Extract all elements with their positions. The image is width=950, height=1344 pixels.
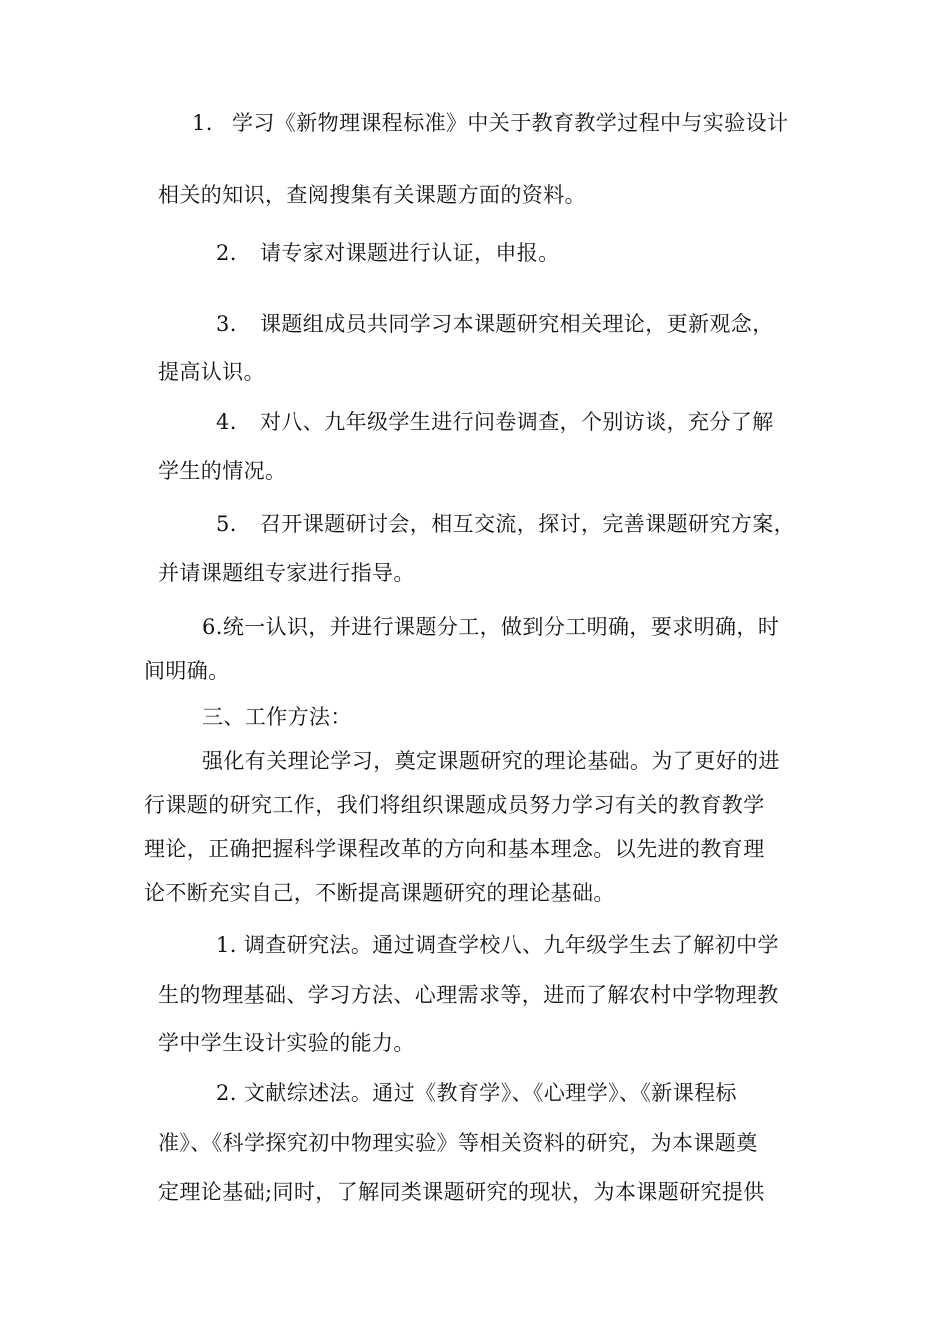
method-2-line-3: 定理论基础;同时，了解同类课题研究的现状，为本课题研究提供	[158, 1180, 765, 1204]
item-3-number: 3.	[216, 312, 237, 336]
item-5-line-1	[216, 509, 795, 539]
item-2-text: 请专家对课题进行认证，申报。	[260, 241, 560, 265]
intro-paragraph-line-3: 理论，正确把握科学课程改革的方向和基本理念。以先进的教育理	[144, 837, 765, 861]
item-2-number: 2.	[216, 241, 237, 265]
method-2-line-2: 准》、《科学探究初中物理实验》等相关资料的研究，为本课题奠	[158, 1131, 758, 1155]
item-1-line-1	[192, 108, 788, 138]
item-4-number: 4.	[216, 410, 237, 434]
intro-paragraph-line-2: 行课题的研究工作，我们将组织课题成员努力学习有关的教育教学	[144, 793, 765, 817]
intro-paragraph-line-1: 强化有关理论学习，奠定课题研究的理论基础。为了更好的进	[202, 749, 780, 773]
item-6-line-1: 6.统一认识，并进行课题分工，做到分工明确，要求明确，时	[202, 615, 780, 639]
item-4-text: 对八、九年级学生进行问卷调查，个别访谈，充分了解	[260, 410, 774, 434]
item-4-line-2: 学生的情况。	[158, 459, 287, 483]
section-heading: 三、工作方法：	[202, 705, 352, 729]
item-5-number: 5.	[216, 512, 237, 536]
item-1-number: 1.	[192, 111, 213, 135]
item-6-line-2: 间明确。	[144, 659, 230, 683]
item-3-line-2: 提高认识。	[158, 360, 265, 384]
method-2-line-1: 2. 文献综述法。通过《教育学》、《心理学》、《新课程标	[216, 1081, 737, 1105]
item-1-text: 学习《新物理课程标准》中关于教育教学过程中与实验设计	[232, 111, 789, 135]
item-3-text: 课题组成员共同学习本课题研究相关理论，更新观念，	[260, 312, 774, 336]
item-5-line-2: 并请课题组专家进行指导。	[158, 561, 415, 585]
item-4-line-1	[216, 407, 774, 437]
item-2-line-1	[216, 238, 560, 268]
item-1-line-2: 相关的知识，查阅搜集有关课题方面的资料。	[158, 183, 586, 207]
item-5-text: 召开课题研讨会，相互交流，探讨，完善课题研究方案，	[260, 512, 795, 536]
item-3-line-1	[216, 309, 774, 339]
method-1-line-2: 生的物理基础、学习方法、心理需求等，进而了解农村中学物理教	[158, 983, 779, 1007]
intro-paragraph-line-4: 论不断充实自己，不断提高课题研究的理论基础。	[144, 881, 615, 905]
method-1-line-3: 学中学生设计实验的能力。	[158, 1031, 415, 1055]
method-1-line-1: 1. 调查研究法。通过调查学校八、九年级学生去了解初中学	[216, 933, 779, 957]
